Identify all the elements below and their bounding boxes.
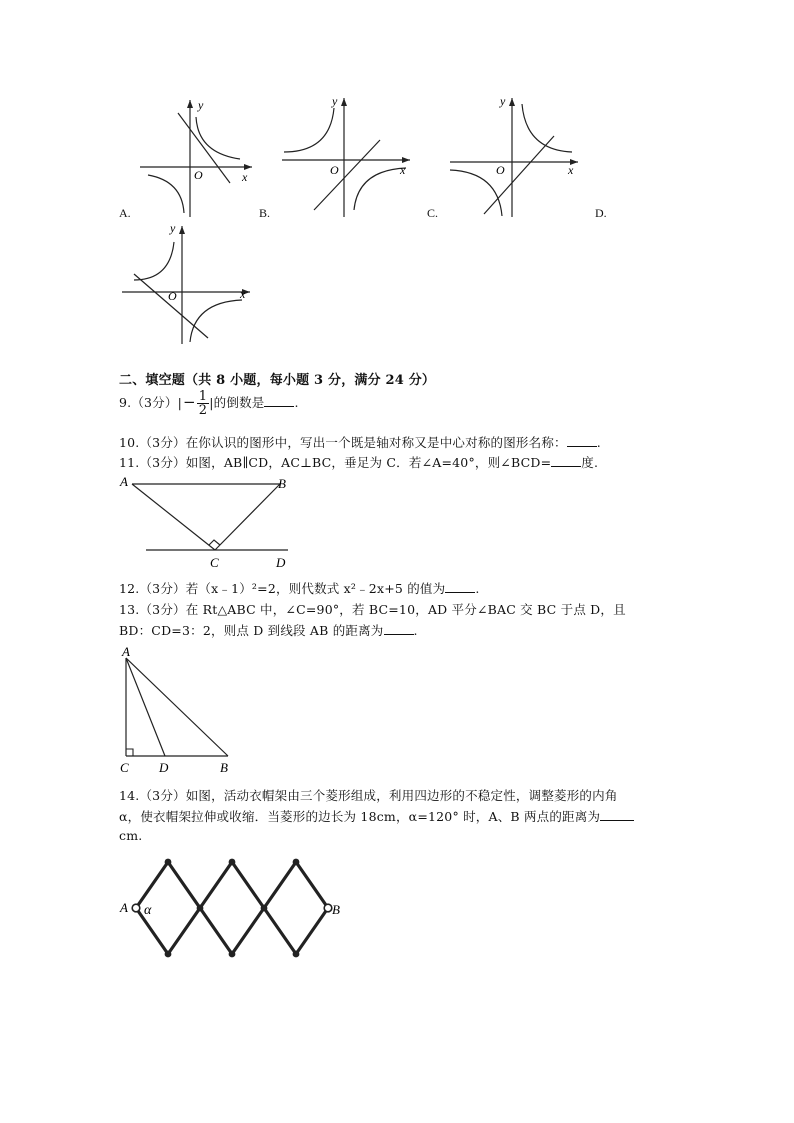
question-14-line-1: 14.（3分）如图，活动衣帽架由三个菱形组成，利用四边形的不稳定性，调整菱形的内角: [119, 788, 618, 803]
axis-label: x: [242, 170, 248, 184]
axis-label: O: [194, 168, 203, 182]
point-label-b: B: [332, 902, 340, 917]
graph-option-c: [446, 92, 586, 222]
point-label-a: A: [120, 900, 128, 915]
point-label-d: D: [159, 760, 169, 775]
fraction-one-half: $\frac{1}{2}$: [198, 389, 208, 418]
option-c-label[interactable]: C.: [427, 206, 439, 220]
axis-label: y: [332, 94, 338, 108]
question-14-line-3: cm.: [119, 828, 143, 843]
question-9: 9.（3分）|− $\frac{1}{2}$ |的倒数是 .: [119, 389, 299, 418]
question-11: 11.（3分）如图，AB∥CD，AC⊥BC，垂足为 C．若∠A=40°，则∠BCD= 度.: [119, 455, 599, 470]
answer-blank[interactable]: [551, 465, 581, 467]
axis-label: y: [198, 98, 204, 112]
option-d-label[interactable]: D.: [595, 206, 607, 220]
axis-label: O: [330, 163, 339, 177]
section-title: 二、填空题（共 8 小题，每小题 3 分，满分 24 分）: [119, 373, 436, 388]
axis-label: x: [400, 163, 406, 177]
point-label-b: B: [278, 476, 286, 491]
question-14-line-2: α，使衣帽架拉伸或收缩．当菱形的边长为 18cm，α=120° 时，A、B 两点的距离为: [119, 807, 634, 825]
point-label-a: A: [122, 644, 130, 659]
option-b-label[interactable]: B.: [259, 206, 271, 220]
axis-label: O: [496, 163, 505, 177]
graph-option-b: [278, 92, 418, 222]
answer-blank[interactable]: [600, 819, 634, 821]
graph-option-a: [130, 95, 260, 220]
answer-blank[interactable]: [264, 405, 294, 407]
axis-label: x: [568, 163, 574, 177]
figure-q14-coat-rack: [114, 852, 350, 964]
axis-label: O: [168, 289, 177, 303]
angle-alpha-label: α: [144, 903, 152, 918]
point-label-c: C: [120, 760, 129, 775]
q9-minus: −: [183, 393, 196, 411]
axis-label: y: [170, 221, 176, 235]
option-a-label[interactable]: A.: [119, 206, 131, 220]
q9-prefix: 9.（3分）|: [119, 395, 182, 410]
axis-label: x: [240, 287, 246, 301]
answer-blank[interactable]: [384, 633, 414, 635]
graph-option-d: [118, 220, 258, 348]
point-label-d: D: [276, 555, 286, 570]
point-label-b: B: [220, 760, 228, 775]
point-label-a: A: [120, 474, 128, 489]
figure-q13: [116, 642, 240, 776]
question-13-line-1: 13.（3分）在 Rt△ABC 中，∠C=90°，若 BC=10，AD 平分∠BAC 交 BC 于点 D，且: [119, 602, 626, 617]
question-13-line-2: BD：CD=3：2，则点 D 到线段 AB 的距离为 .: [119, 623, 418, 638]
question-10: 10.（3分）在你认识的图形中，写出一个既是轴对称又是中心对称的图形名称： .: [119, 435, 601, 450]
answer-blank[interactable]: [567, 445, 597, 447]
q9-suffix: |的倒数是: [209, 395, 265, 410]
question-12: 12.（3分）若（x﹣1）²=2，则代数式 x²﹣2x+5 的值为 .: [119, 581, 480, 596]
point-label-c: C: [210, 555, 219, 570]
answer-blank[interactable]: [445, 591, 475, 593]
figure-q11: [116, 472, 302, 572]
axis-label: y: [500, 94, 506, 108]
